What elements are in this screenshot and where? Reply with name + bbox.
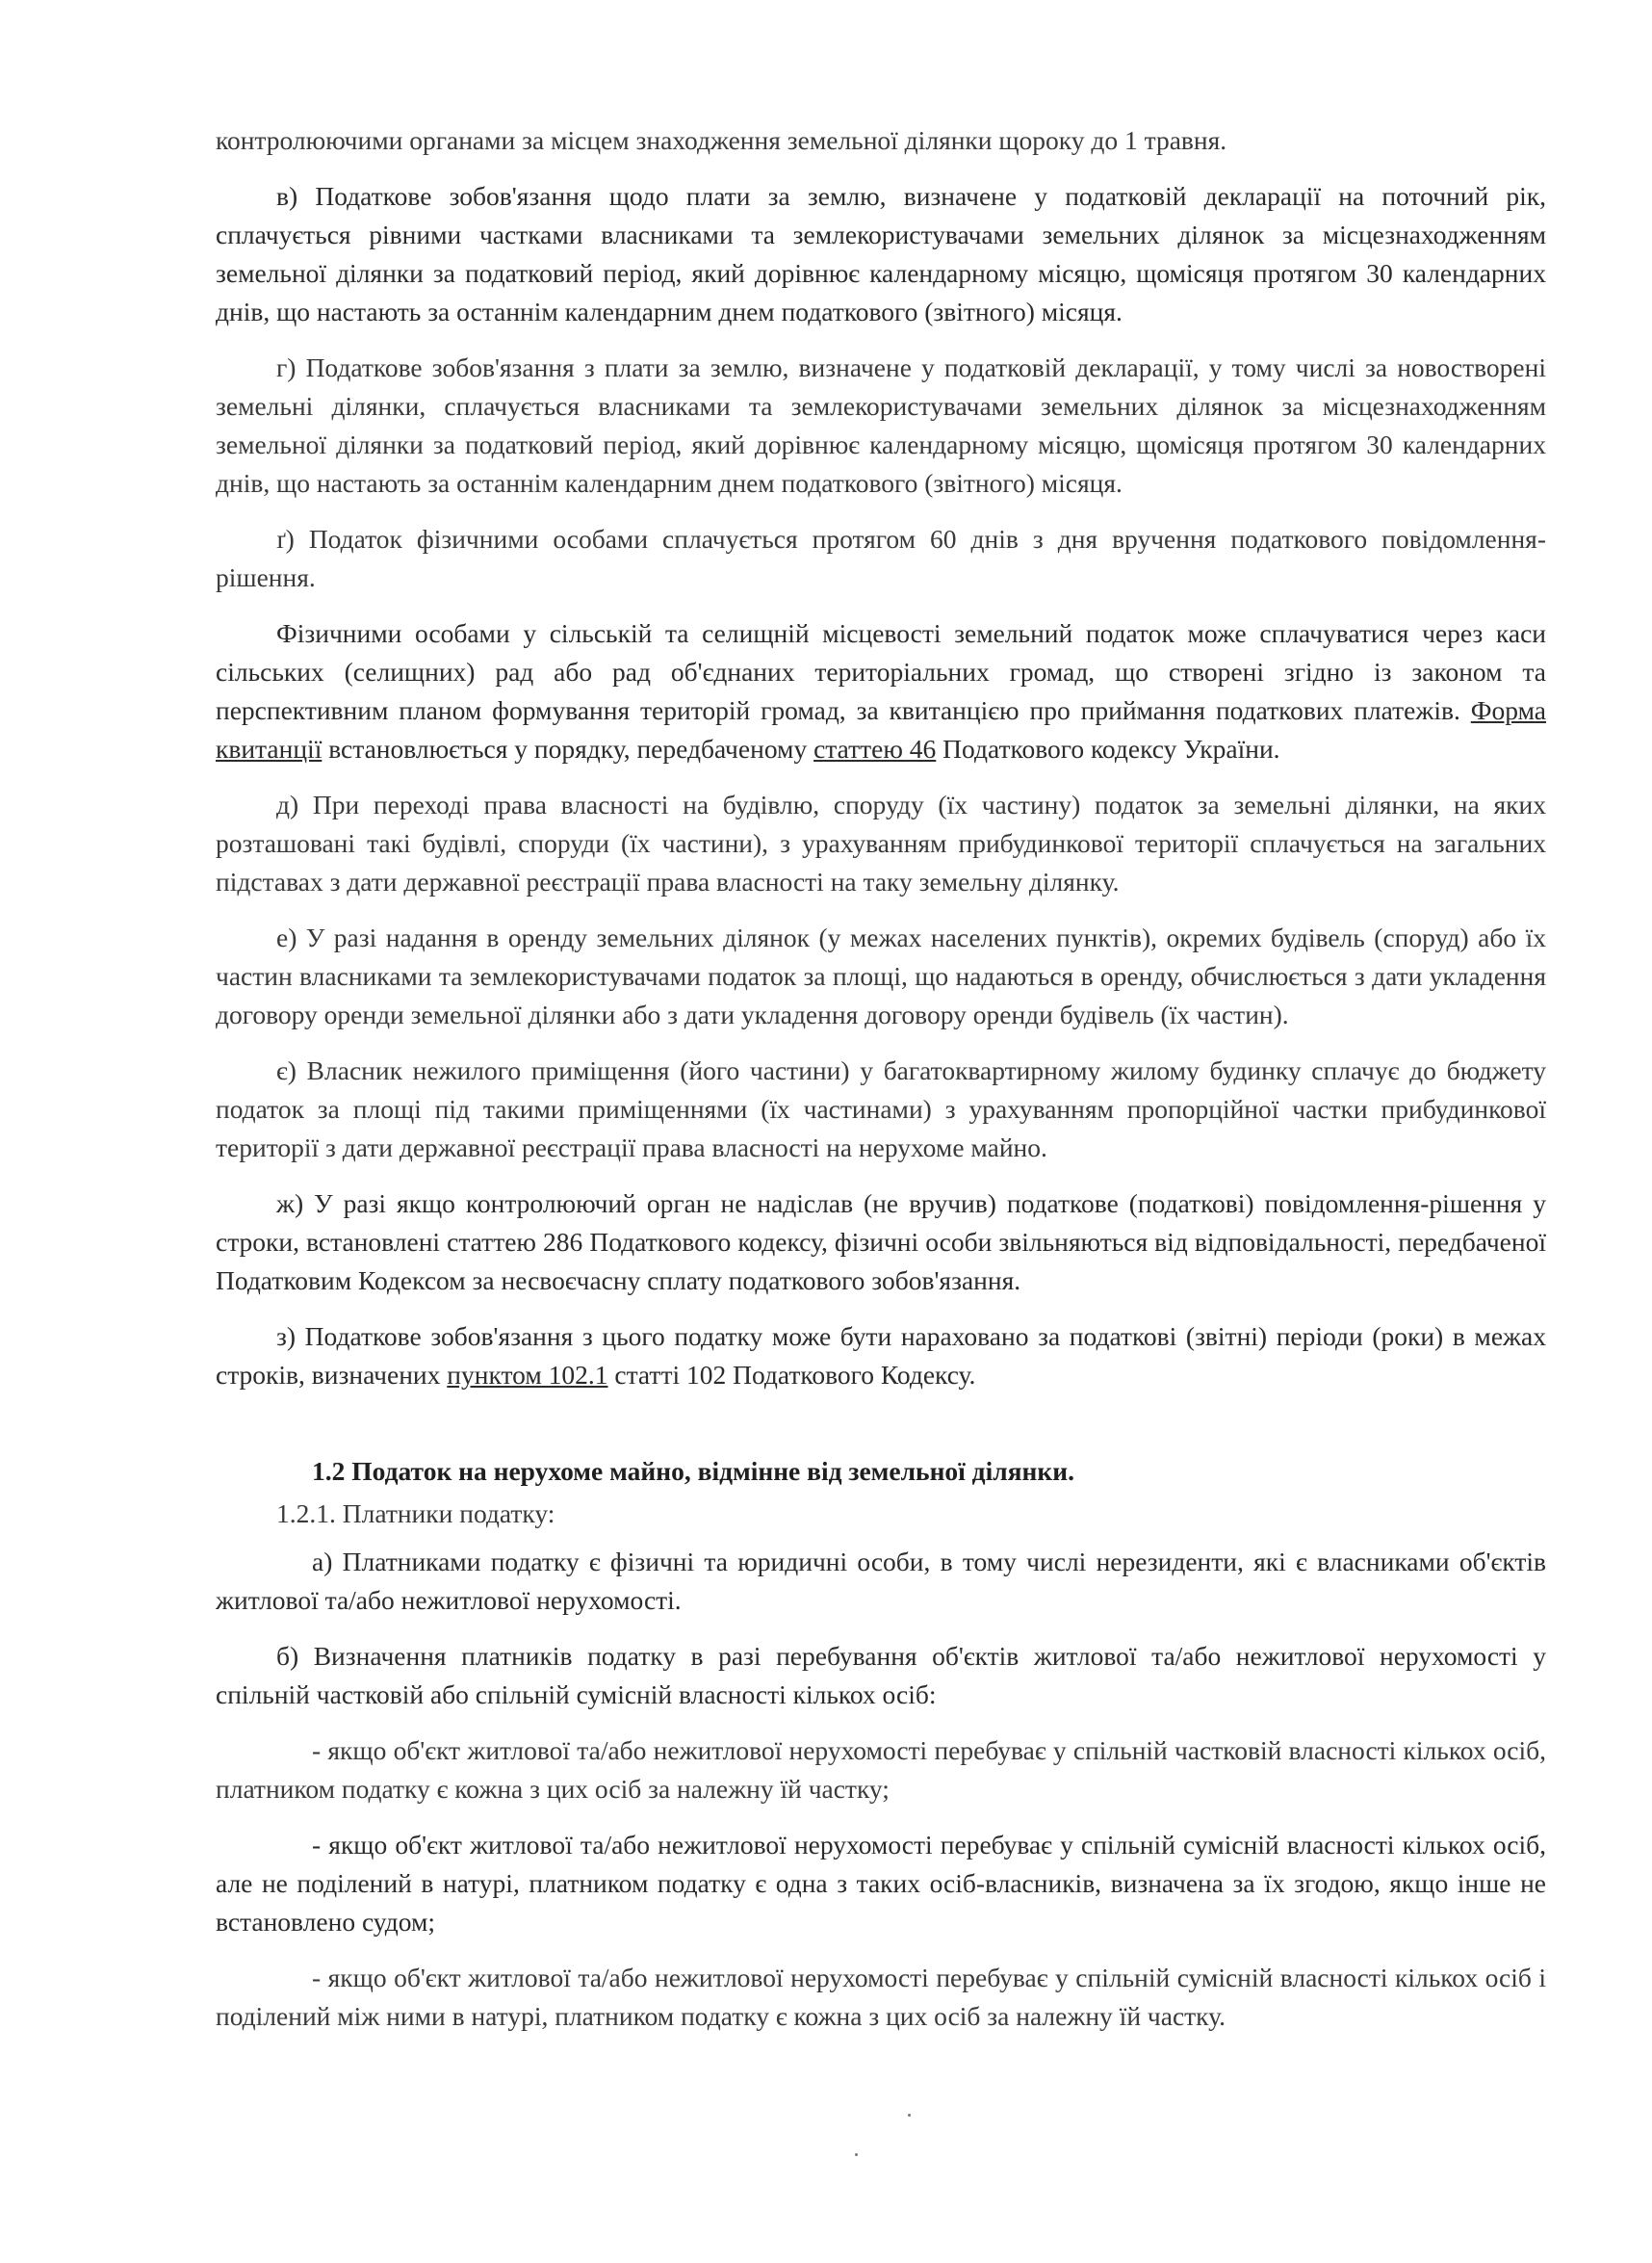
paragraph-individuals xyxy=(216,614,1546,768)
paragraph-g: ґ) Податок фізичними особами сплачується протягом 60 днів з дня вручення податкового повідомлення-рішення. xyxy=(216,524,1546,592)
section-heading: 1.2 Податок на нерухоме майно, відмінне від земельної ділянки. xyxy=(312,1456,1074,1486)
paragraph-d: д) При переході права власності на будівлю, споруду (їх частину) податок за земельні ділянки, на яких розташовані такі будівлі, споруди (їх частини), з урахуванням прибудинкової території сплачується на загальних підставах з дати державної реєстрації права власності на таку земельну ділянку. xyxy=(216,790,1546,897)
article-46-link[interactable]: статтею 46 xyxy=(813,734,937,764)
point-102-1-link[interactable]: пунктом 102.1 xyxy=(447,1360,608,1390)
paragraph-text: Фізичними особами у сільській та селищній місцевості земельний податок може сплачуватися через каси сільських (селищних) рад або рад об'єднаних територіальних громад, що створені згідно із законом та перспективним планом формування територій громад, за квитанцією про приймання податкових платежів. xyxy=(216,618,1546,725)
list-item-partial-ownership: - якщо об'єкт житлової та/або нежитлової нерухомості перебуває у спільній частковій власності кількох осіб, платником податку є кожна з цих осіб за належну їй частку; xyxy=(216,1735,1546,1804)
scan-speck xyxy=(855,2153,858,2156)
paragraph-b: б) Визначення платників податку в разі перебування об'єктів житлової та/або нежитлової нерухомості у спільній частковій або спільній сумісній власності кількох осіб: xyxy=(216,1641,1546,1709)
paragraph-continuation: контролюючими органами за місцем знаходження земельної ділянки щороку до 1 травня. xyxy=(216,125,1227,155)
paragraph-text: з) Податкове зобов'язання з цього податку може бути нараховано за податкові (звітні) періоди (роки) в межах строків, визначених xyxy=(216,1321,1546,1390)
paragraph-h: г) Податкове зобов'язання з плати за землю, визначене у податковій декларації, у тому числі за новостворені земельні ділянки, сплачується власниками та землекористувачами земельних ділянок за місцезнаходженням земельної ділянки за податковий період, який дорівнює календарному місяцю, щомісяця протягом 30 календарних днів, що настають за останнім календарним днем податкового (звітного) місяця. xyxy=(216,352,1546,498)
paragraph-a: а) Платниками податку є фізичні та юридичні особи, в тому числі нерезиденти, які є власниками об'єктів житлової та/або нежитлової нерухомості. xyxy=(216,1547,1546,1615)
paragraph-zh: ж) У разі якщо контролюючий орган не надіслав (не вручив) податкове (податкові) повідомлення-рішення у строки, встановлені статтею 286 Податкового кодексу, фізичні особи звільняються від відповідальності, передбаченої Податковим Кодексом за несвоєчасну сплату податкового зобов'язання. xyxy=(216,1188,1546,1295)
receipt-form-link[interactable]: Форма квитанції xyxy=(216,695,1546,764)
paragraph-v: в) Податкове зобов'язання щодо плати за землю, визначене у податковій декларації на поточний рік, сплачується рівними частками власниками та землекористувачами земельних ділянок за місцезнаходженням земельної ділянки за податковий період, який дорівнює календарному місяцю, щомісяця протягом 30 календарних днів, що настають за останнім календарним днем податкового (звітного) місяця. xyxy=(216,181,1546,326)
paragraph-text: Податкового кодексу України. xyxy=(936,734,1280,764)
list-item-joint-divided: - якщо об'єкт житлової та/або нежитлової нерухомості перебуває у спільній сумісній власності кількох осіб і поділений між ними в натурі, платником податку є кожна з цих осіб за належну їй частку. xyxy=(216,1963,1546,2031)
document-page xyxy=(216,121,1546,2053)
paragraph-z xyxy=(216,1317,1546,1394)
scan-speck xyxy=(908,2114,911,2117)
paragraph-ye: є) Власник нежилого приміщення (його частини) у багатоквартирному жилому будинку сплачує до бюджету податок за площі під такими приміщеннями (їх частинами) з урахуванням пропорційної частки прибудинкової території з дати державної реєстрації права власності на нерухоме майно. xyxy=(216,1055,1546,1162)
paragraph-text: встановлюється у порядку, передбаченому xyxy=(322,734,814,764)
paragraph-e: е) У разі надання в оренду земельних ділянок (у межах населених пунктів), окремих будівель (споруд) або їх частин власниками та землекористувачами податок за площі, що надаються в оренду, обчислюється з дати укладення договору оренди земельної ділянки або з дати укладення договору оренди будівель (їх частин). xyxy=(216,923,1546,1029)
subsection-heading: 1.2.1. Платники податку: xyxy=(276,1498,555,1528)
paragraph-text: статті 102 Податкового Кодексу. xyxy=(607,1360,976,1390)
list-item-joint-undivided: - якщо об'єкт житлової та/або нежитлової нерухомості перебуває у спільній сумісній власності кількох осіб, але не поділений в натурі, платником податку є одна з таких осіб-власників, визначена за їх згодою, якщо інше не встановлено судом; xyxy=(216,1830,1546,1937)
